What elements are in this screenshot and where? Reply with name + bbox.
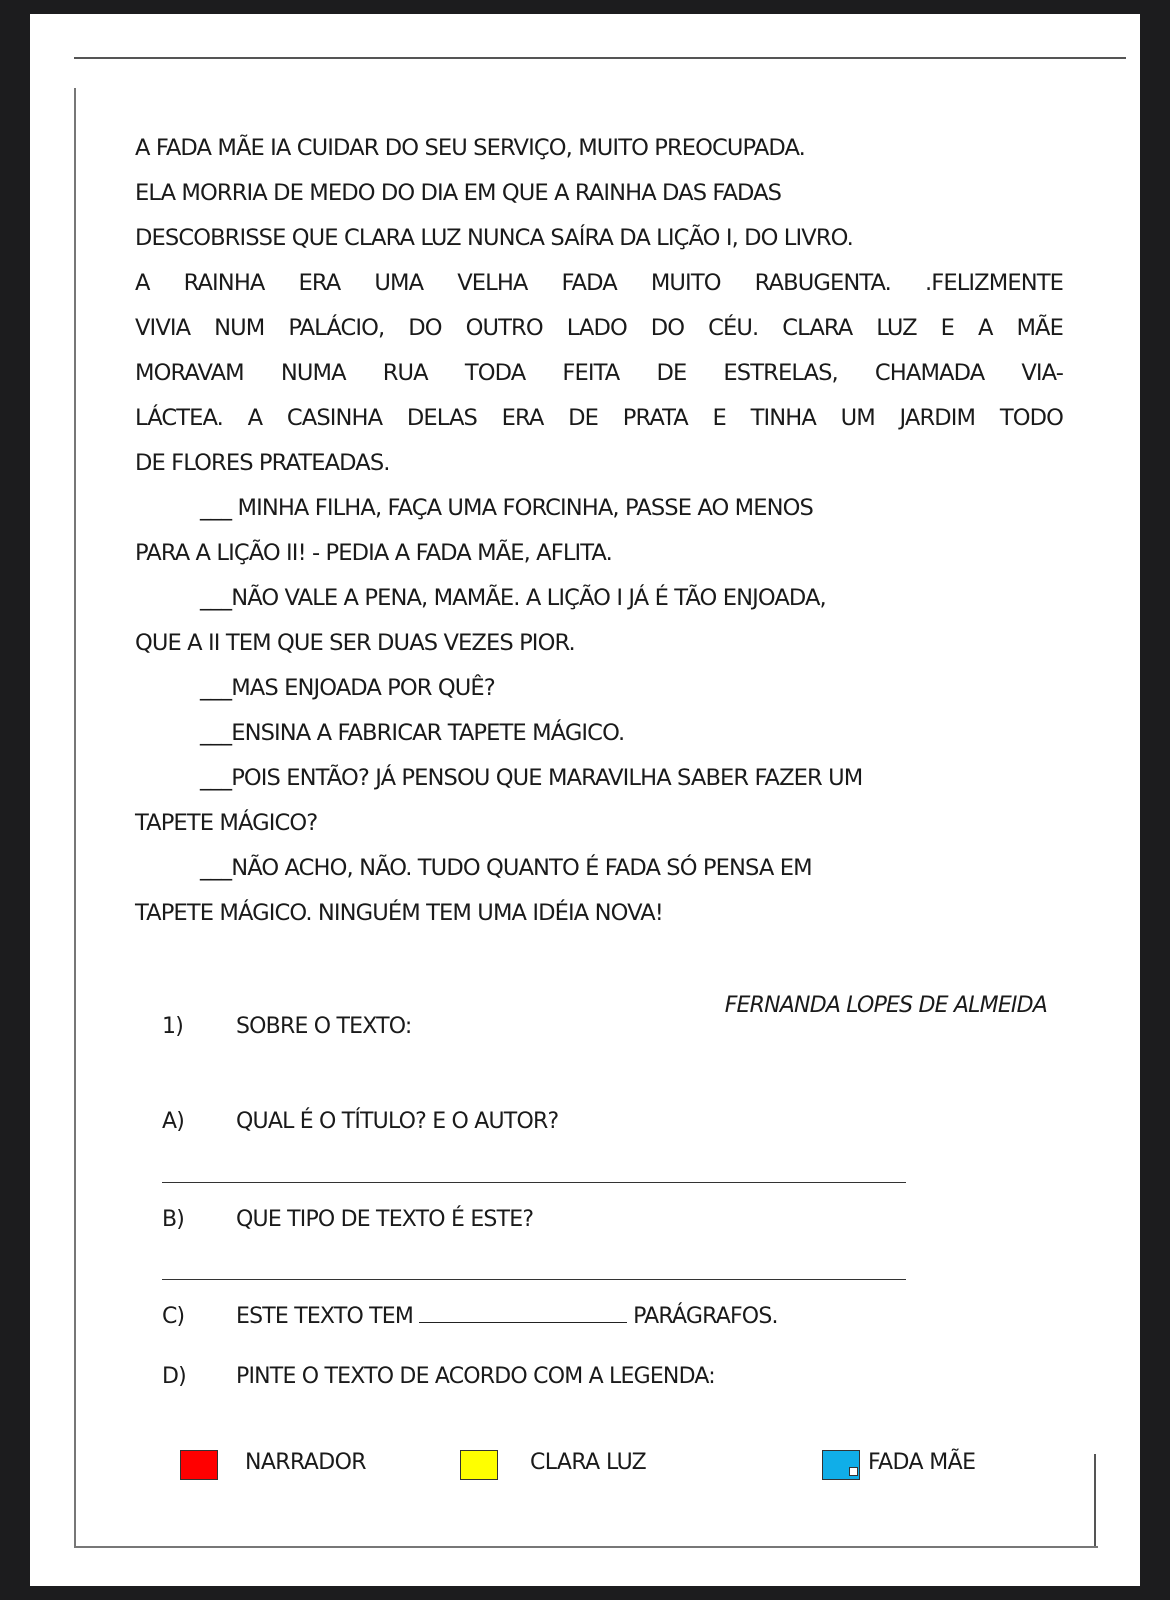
- worksheet-page: [30, 14, 1140, 1586]
- legend-label-fada-mae: FADA MÃE: [868, 1450, 976, 1475]
- question-1: [162, 1014, 411, 1039]
- legend-swatch-fada-mae: [822, 1450, 860, 1480]
- question-text: SOBRE O TEXTO:: [236, 1014, 412, 1039]
- story-line: ELA MORRIA DE MEDO DO DIA EM QUE A RAINHA DAS FADAS: [135, 180, 782, 206]
- legend-swatch-narrador: [180, 1450, 218, 1480]
- story-line: QUE A II TEM QUE SER DUAS VEZES PIOR.: [135, 630, 575, 656]
- story-line: LÁCTEA. A CASINHA DELAS ERA DE PRATA E TINHA UM JARDIM TODO: [135, 405, 1063, 431]
- checkbox-icon: [849, 1467, 858, 1476]
- question-text: QUAL É O TÍTULO? E O AUTOR?: [236, 1109, 559, 1134]
- right-divider: [1094, 1454, 1096, 1546]
- answer-line-a[interactable]: [162, 1182, 906, 1183]
- question-c: [162, 1304, 778, 1329]
- dialogue-line: ___ MINHA FILHA, FAÇA UMA FORCINHA, PASSE AO MENOS: [200, 495, 813, 521]
- question-number: C): [162, 1304, 185, 1329]
- legend-label-narrador: NARRADOR: [245, 1450, 366, 1475]
- story-line: A RAINHA ERA UMA VELHA FADA MUITO RABUGENTA. .FELIZMENTE: [135, 270, 1063, 296]
- question-text: QUE TIPO DE TEXTO É ESTE?: [236, 1207, 534, 1232]
- paragraph-count-blank[interactable]: [419, 1304, 627, 1323]
- author-credit: FERNANDA LOPES DE ALMEIDA: [724, 993, 1047, 1018]
- question-text-before: ESTE TEXTO TEM: [236, 1304, 414, 1329]
- answer-line-b[interactable]: [162, 1279, 906, 1280]
- dialogue-line: ___NÃO VALE A PENA, MAMÃE. A LIÇÃO I JÁ É TÃO ENJOADA,: [200, 585, 826, 611]
- question-text: PINTE O TEXTO DE ACORDO COM A LEGENDA:: [236, 1364, 715, 1389]
- dialogue-line: ___ENSINA A FABRICAR TAPETE MÁGICO.: [200, 720, 625, 746]
- story-text: [135, 126, 1063, 936]
- question-number: D): [162, 1364, 186, 1389]
- question-b: [162, 1207, 533, 1232]
- question-number: 1): [162, 1014, 183, 1039]
- story-line: DESCOBRISSE QUE CLARA LUZ NUNCA SAÍRA DA LIÇÃO I, DO LIVRO.: [135, 225, 853, 251]
- top-divider: [74, 57, 1126, 59]
- question-text-after: PARÁGRAFOS.: [633, 1304, 778, 1329]
- question-number: B): [162, 1207, 185, 1232]
- story-line: PARA A LIÇÃO II! - PEDIA A FADA MÃE, AFLITA.: [135, 540, 612, 566]
- dialogue-line: ___MAS ENJOADA POR QUÊ?: [200, 675, 495, 701]
- story-line: VIVIA NUM PALÁCIO, DO OUTRO LADO DO CÉU. CLARA LUZ E A MÃE: [135, 315, 1063, 341]
- legend-swatch-clara-luz: [460, 1450, 498, 1480]
- question-a: [162, 1109, 558, 1134]
- story-line: DE FLORES PRATEADAS.: [135, 450, 390, 476]
- story-line: A FADA MÃE IA CUIDAR DO SEU SERVIÇO, MUITO PREOCUPADA.: [135, 135, 805, 161]
- question-d: [162, 1364, 715, 1389]
- story-line: TAPETE MÁGICO?: [135, 810, 318, 836]
- dialogue-line: ___NÃO ACHO, NÃO. TUDO QUANTO É FADA SÓ PENSA EM: [200, 855, 812, 881]
- dialogue-line: ___POIS ENTÃO? JÁ PENSOU QUE MARAVILHA SABER FAZER UM: [200, 765, 863, 791]
- story-line: TAPETE MÁGICO. NINGUÉM TEM UMA IDÉIA NOVA!: [135, 900, 663, 926]
- question-number: A): [162, 1109, 185, 1134]
- story-line: MORAVAM NUMA RUA TODA FEITA DE ESTRELAS, CHAMADA VIA-: [135, 360, 1063, 386]
- legend-label-clara-luz: CLARA LUZ: [530, 1450, 647, 1475]
